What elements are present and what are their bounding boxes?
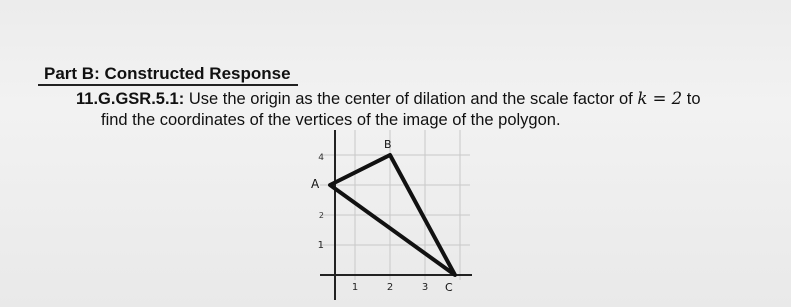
x-tick-label-2: 2	[386, 282, 394, 293]
x-tick-label-3: 3	[421, 282, 429, 293]
problem-standard: G.GSR.5.1:	[98, 90, 185, 108]
y-tick-label-2: 2	[318, 211, 324, 220]
y-tick-label-1: 1	[317, 240, 324, 251]
y-tick-label-4: 4	[318, 153, 324, 163]
heading-underline	[38, 84, 298, 86]
coordinate-grid	[300, 130, 475, 300]
problem-text-before-k: Use the origin as the center of dilation and the scale factor of	[188, 90, 633, 108]
scale-factor-expression: k = 2	[637, 89, 683, 108]
x-tick-label-1: 1	[351, 282, 359, 293]
problem-line-2: find the coordinates of the vertices of the image of the polygon.	[101, 111, 561, 129]
problem-number: 11.	[76, 90, 99, 108]
section-heading: Part B: Constructed Response	[44, 64, 291, 83]
vertex-label-a: A	[311, 177, 320, 191]
problem-line-1	[76, 90, 701, 108]
polygon-figure	[300, 130, 475, 305]
problem-text-after-k: to	[686, 90, 701, 108]
problem-statement	[76, 88, 776, 131]
vertex-label-b: B	[384, 138, 392, 151]
vertex-label-c: C	[445, 281, 453, 294]
